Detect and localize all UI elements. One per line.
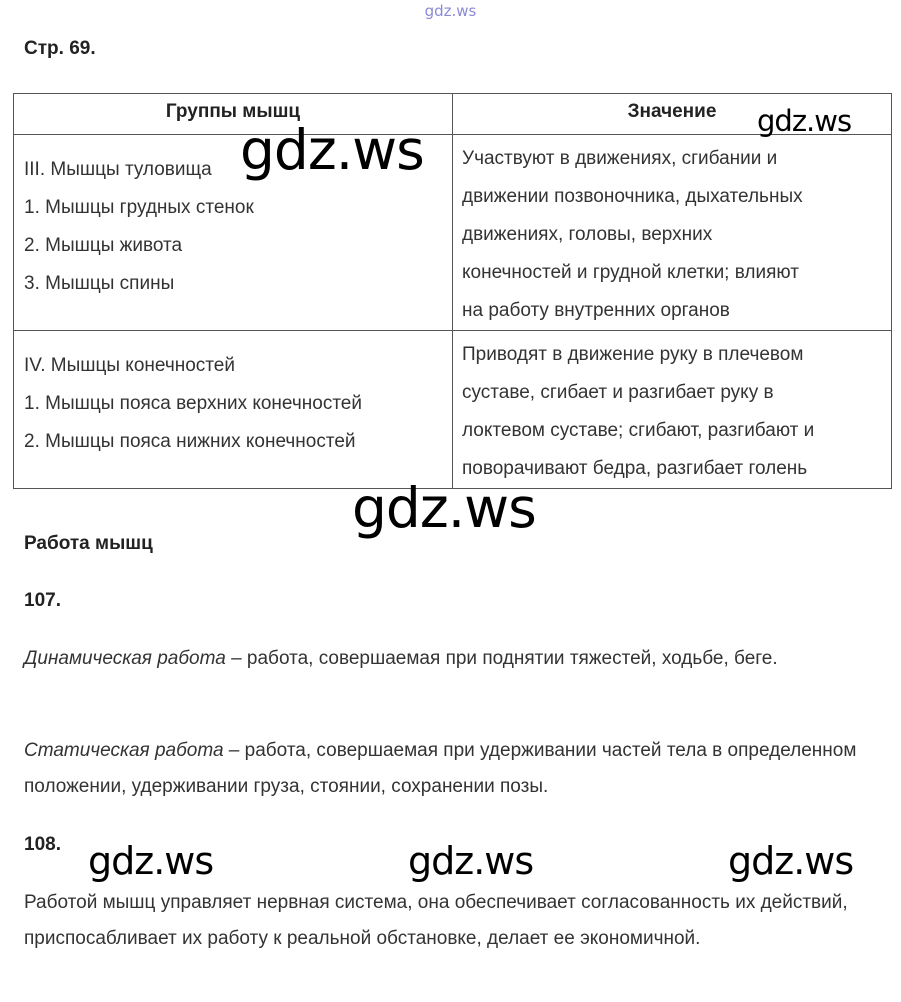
watermark: gdz.ws <box>88 839 214 883</box>
table-row <box>14 135 892 331</box>
cell-line: движениях, головы, верхних <box>462 224 713 245</box>
cell-line: суставе, сгибает и разгибает руку в <box>462 382 774 403</box>
watermark: gdz.ws <box>240 118 424 182</box>
cell-line: 1. Мышцы грудных стенок <box>24 197 254 218</box>
cell-line: 2. Мышцы пояса нижних конечностей <box>24 431 356 452</box>
cell-line: 1. Мышцы пояса верхних конечностей <box>24 393 362 414</box>
cell-line: поворачивают бедра, разгибает голень <box>462 458 808 479</box>
definition-static-work: – работа, совершаемая при удерживании частей тела в определенном положении, удерживании груза, стоянии, сохранении позы. <box>24 740 857 797</box>
watermark-top: gdz.ws <box>424 2 477 20</box>
definition-dynamic-work: – работа, совершаемая при поднятии тяжестей, ходьбе, беге. <box>225 648 778 669</box>
table-cell-meaning <box>453 331 892 489</box>
watermark: gdz.ws <box>728 839 854 883</box>
table-row <box>14 331 892 489</box>
watermark: gdz.ws <box>757 104 852 138</box>
term-dynamic-work: Динамическая работа <box>24 648 226 669</box>
table-cell-meaning <box>453 135 892 331</box>
cell-line: 3. Мышцы спины <box>24 273 175 294</box>
term-static-work: Статическая работа <box>24 740 224 761</box>
cell-line: на работу внутренних органов <box>462 300 730 321</box>
paragraph-nervous-control: Работой мышц управляет нервная система, она обеспечивает согласованность их действий, приспосабливает их работу к реальной обстановке, делает ее экономичной. <box>24 892 848 949</box>
cell-line: движении позвоночника, дыхательных <box>462 186 803 207</box>
task-number-107: 107. <box>24 590 61 611</box>
task-number-108: 108. <box>24 834 61 855</box>
muscle-groups-table <box>13 93 892 489</box>
paragraph-static-work <box>24 733 884 805</box>
section-title: Работа мышц <box>24 533 153 554</box>
paragraph-dynamic-work <box>24 641 884 677</box>
watermark: gdz.ws <box>352 476 536 540</box>
cell-line: Участвуют в движениях, сгибании и <box>462 148 778 169</box>
cell-line: конечностей и грудной клетки; влияют <box>462 262 799 283</box>
cell-line: III. Мышцы туловища <box>24 159 212 180</box>
cell-line: Приводят в движение руку в плечевом <box>462 344 804 365</box>
cell-line: IV. Мышцы конечностей <box>24 355 235 376</box>
watermark: gdz.ws <box>408 839 534 883</box>
header-meaning: Значение <box>453 94 892 135</box>
cell-line: локтевом суставе; сгибают, разгибают и <box>462 420 815 441</box>
page-label: Стр. 69. <box>24 38 96 59</box>
cell-line: 2. Мышцы живота <box>24 235 183 256</box>
header-muscle-groups: Группы мышц <box>14 94 453 135</box>
table-cell-groups <box>14 331 453 489</box>
